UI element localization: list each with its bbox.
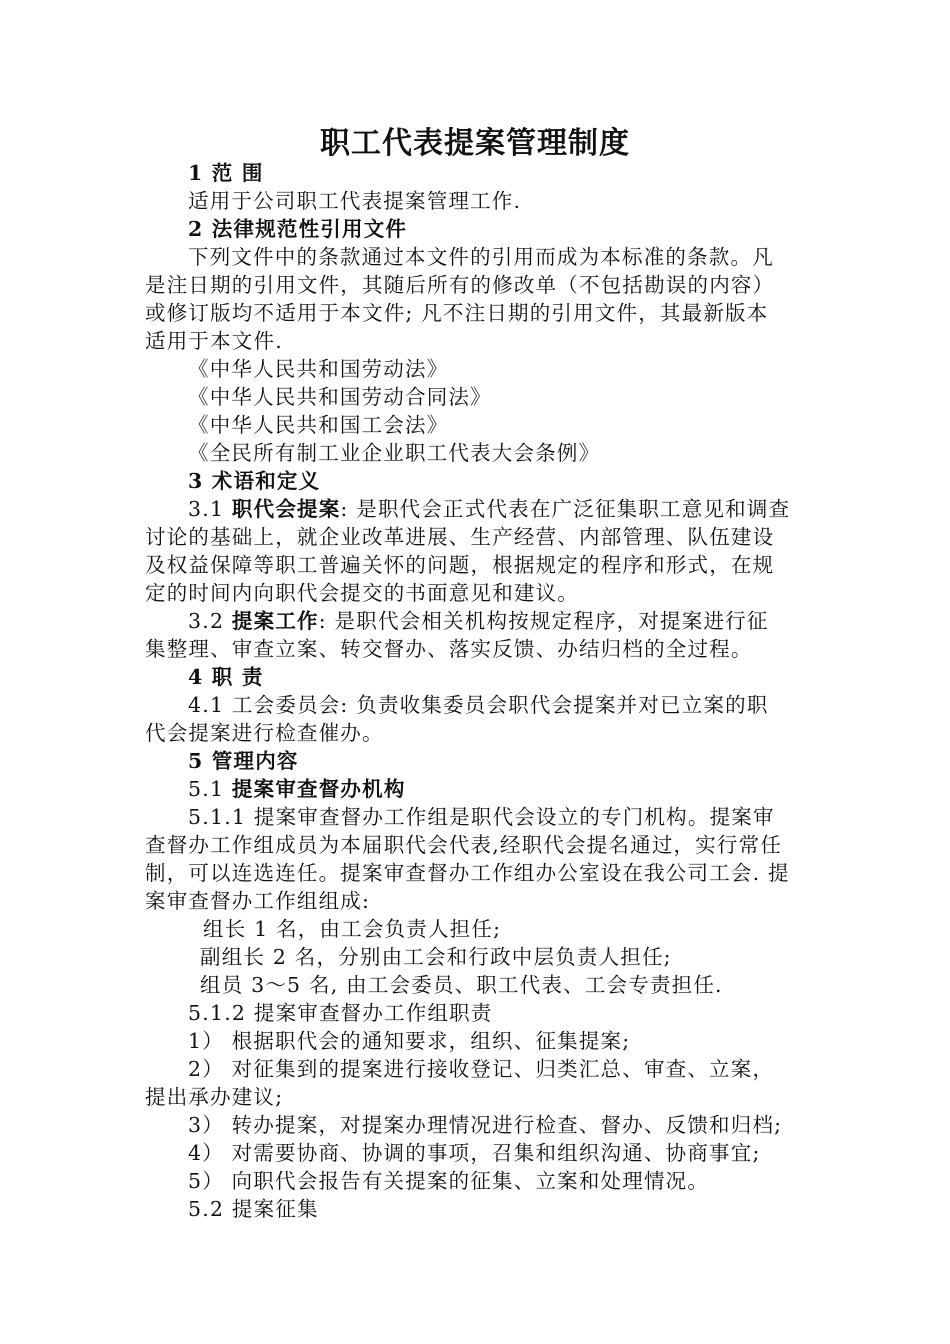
- subsection-title: 提案审查督办机构: [231, 777, 406, 801]
- law-reference: 《中华人民共和国劳动合同法》: [188, 385, 492, 409]
- paragraph-line: 及权益保障等职工普遍关怀的问题，根据规定的程序和形式，在规: [145, 553, 775, 577]
- section-heading-management: 5 管理内容: [188, 749, 299, 773]
- section-heading-duties: 4 职 责: [188, 665, 264, 689]
- paragraph-line: 制，可以连选连任。提案审查督办工作组办公室设在我公司工会. 提: [145, 861, 790, 885]
- duty-item: 3） 转办提案，对提案办理情况进行检查、督办、反馈和归档;: [188, 1113, 783, 1137]
- section-heading-scope: 1 范 围: [188, 161, 264, 185]
- definition-line: [188, 494, 790, 524]
- subsection-heading: [188, 774, 406, 804]
- law-reference: 《中华人民共和国工会法》: [188, 413, 449, 437]
- paragraph-line: 查督办工作组成员为本届职代会代表,经职代会提名通过，实行常任: [145, 833, 783, 857]
- definition-line: [188, 606, 769, 636]
- member-line: 副组长 2 名，分别由工会和行政中层负责人担任;: [200, 945, 672, 969]
- clause-number: 5.1: [188, 777, 232, 801]
- section-heading-references: 2 法律规范性引用文件: [188, 217, 408, 241]
- duty-item: 1） 根据职代会的通知要求，组织、征集提案;: [188, 1029, 631, 1053]
- law-reference: 《中华人民共和国劳动法》: [188, 357, 449, 381]
- paragraph-line: 4.1 工会委员会: 负责收集委员会职代会提案并对已立案的职: [188, 693, 769, 717]
- paragraph-line: 是注日期的引用文件，其随后所有的修改单（不包括勘误的内容）: [145, 273, 775, 297]
- clause-number: 3.2: [188, 609, 232, 633]
- paragraph-line: 适用于本文件.: [145, 329, 283, 353]
- subsection-heading: 5.1.2 提案审查督办工作组职责: [188, 1001, 493, 1025]
- paragraph-line: 讨论的基础上，就企业改革进展、生产经营、内部管理、队伍建设: [145, 525, 775, 549]
- paragraph-line: 或修订版均不适用于本文件; 凡不注日期的引用文件，其最新版本: [145, 301, 769, 325]
- defined-term: 提案工作: [231, 609, 319, 633]
- definition-text: : 是职代会相关机构按规定程序，对提案进行征: [318, 609, 769, 633]
- section-heading-terms: 3 术语和定义: [188, 469, 321, 493]
- paragraph-line: 定的时间内向职代会提交的书面意见和建议。: [145, 581, 579, 605]
- paragraph-line: 集整理、审查立案、转交督办、落实反馈、办结归档的全过程。: [145, 637, 753, 661]
- paragraph-line: 案审查督办工作组组成:: [145, 889, 371, 913]
- document-title: 职工代表提案管理制度: [320, 126, 630, 161]
- law-reference: 《全民所有制工业企业职工代表大会条例》: [188, 441, 601, 465]
- paragraph-line: 下列文件中的条款通过本文件的引用而成为本标准的条款。凡: [188, 245, 774, 269]
- paragraph-line: 5.1.1 提案审查督办工作组是职代会设立的专门机构。提案审: [188, 805, 775, 829]
- duty-item-continuation: 提出承办建议;: [145, 1085, 284, 1109]
- paragraph-line: 适用于公司职工代表提案管理工作.: [188, 189, 522, 213]
- member-line: 组员 3～5 名, 由工会委员、职工代表、工会专责担任.: [200, 973, 723, 997]
- member-line: 组长 1 名，由工会负责人担任;: [203, 917, 502, 941]
- definition-text: : 是职代会正式代表在广泛征集职工意见和调查: [340, 497, 791, 521]
- duty-item: 4） 对需要协商、协调的事项，召集和组织沟通、协商事宜;: [188, 1141, 761, 1165]
- defined-term: 职代会提案: [231, 497, 341, 521]
- duty-item: 5） 向职代会报告有关提案的征集、立案和处理情况。: [188, 1169, 710, 1193]
- clause-number: 3.1: [188, 497, 232, 521]
- paragraph-line: 代会提案进行检查催办。: [145, 721, 384, 745]
- duty-item: 2） 对征集到的提案进行接收登记、归类汇总、审查、立案，: [188, 1057, 775, 1081]
- subsection-heading: 5.2 提案征集: [188, 1197, 319, 1221]
